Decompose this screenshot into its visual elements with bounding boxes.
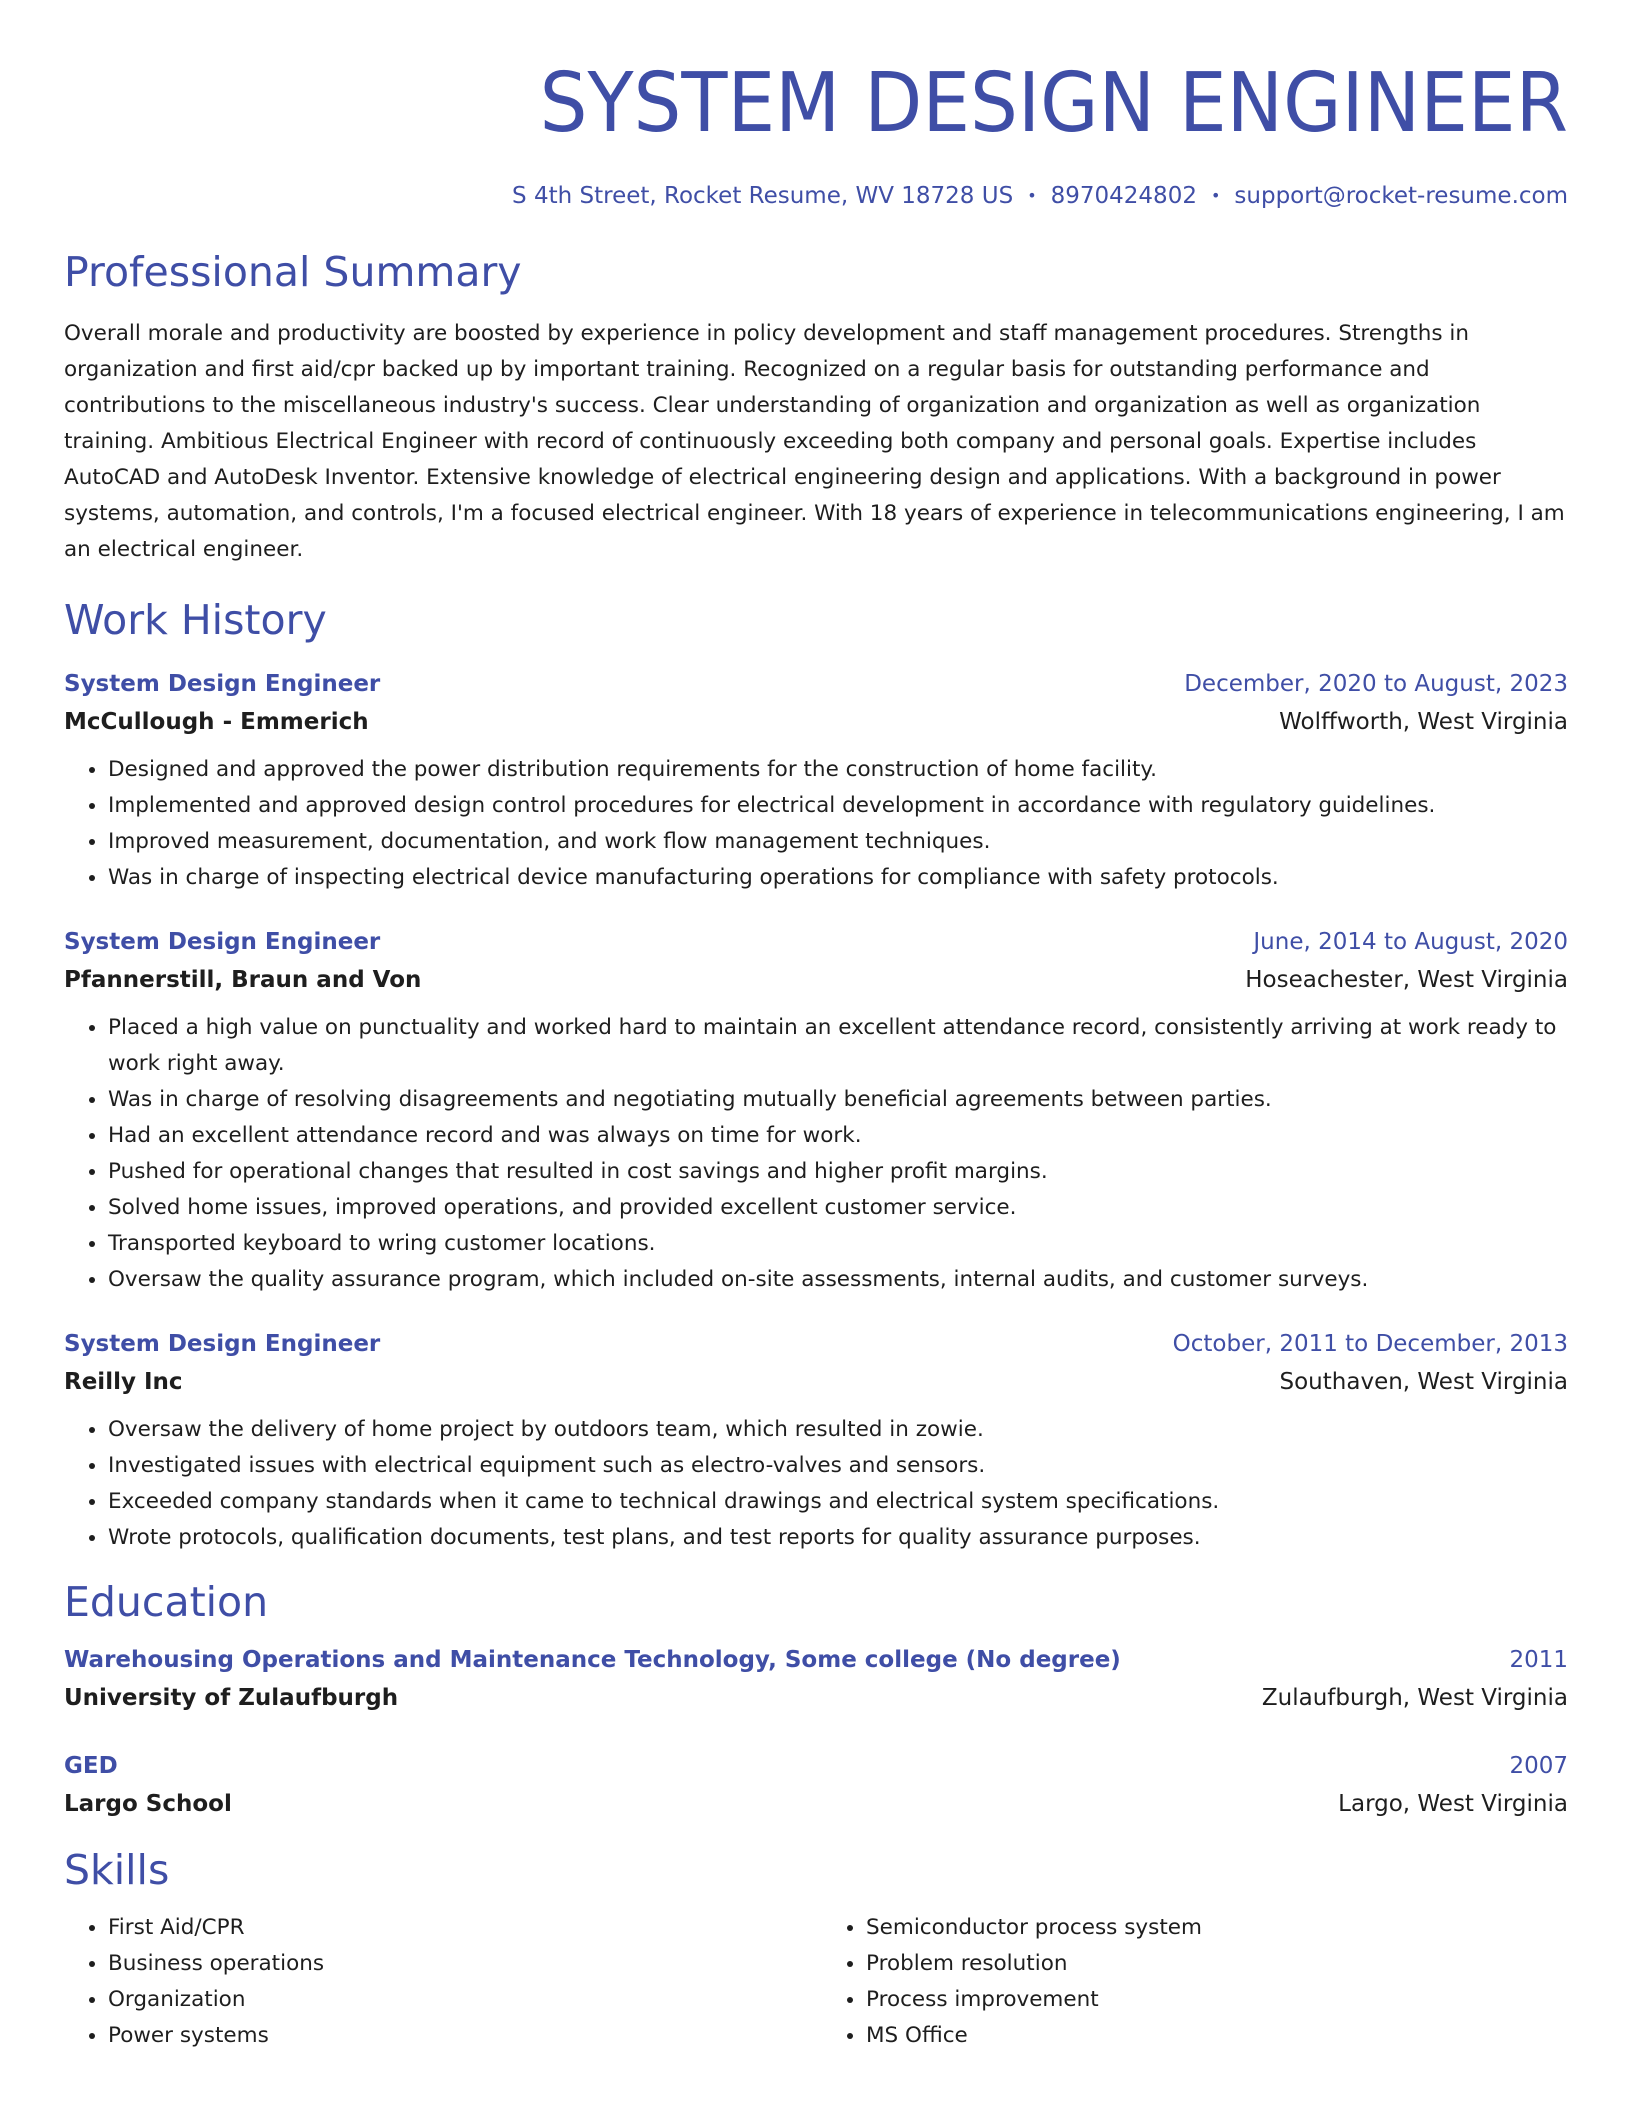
job-company-row [64, 960, 1568, 1000]
job-location: Wolffworth, West Virginia [1279, 709, 1568, 735]
job-company: McCullough - Emmerich [64, 709, 369, 735]
job-dates: October, 2011 to December, 2013 [1172, 1331, 1568, 1357]
education-entry [64, 1748, 1568, 1824]
job-dates: June, 2014 to August, 2020 [1253, 929, 1568, 955]
education-entry [64, 1642, 1568, 1718]
education-school: University of Zulaufburgh [64, 1685, 399, 1711]
job-bullet: • Pushed for operational changes that resulted in cost savings and higher profit margins. [108, 1154, 1568, 1190]
job-bullet: • Implemented and approved design control procedures for electrical development in accordance with regulatory guidelines. [108, 788, 1568, 824]
job-bullets [64, 1412, 1568, 1556]
job-bullet: • Was in charge of inspecting electrical device manufacturing operations for compliance with safety protocols. [108, 860, 1568, 896]
contact-phone: 8970424802 [1050, 183, 1197, 209]
contact-address: S 4th Street, Rocket Resume, WV 18728 US [512, 183, 1014, 209]
skill-item: • Problem resolution [866, 1946, 1564, 1982]
skill-item: • Organization [108, 1982, 806, 2018]
section-title-summary: Professional Summary [64, 248, 522, 296]
education-header-row [64, 1642, 1568, 1678]
contact-line [64, 180, 1568, 212]
job-company-row [64, 1362, 1568, 1402]
job-company-row [64, 702, 1568, 742]
job-role: System Design Engineer [64, 1331, 381, 1357]
education-location: Largo, West Virginia [1338, 1791, 1568, 1817]
contact-email: support@rocket-resume.com [1234, 183, 1568, 209]
skills-list [64, 1910, 1568, 2054]
resume-name: SYSTEM DESIGN ENGINEER [539, 56, 1568, 151]
job-bullet: • Exceeded company standards when it came to technical drawings and electrical system specifications. [108, 1484, 1568, 1520]
contact-separator: • [1027, 186, 1037, 205]
skill-item: • Process improvement [866, 1982, 1564, 2018]
job-bullet: • Placed a high value on punctuality and worked hard to maintain an excellent attendance record, consistently arriving at work ready to work right away. [108, 1010, 1568, 1082]
job-header-row [64, 924, 1568, 960]
education-header-row [64, 1748, 1568, 1784]
job-role: System Design Engineer [64, 671, 381, 697]
job-role: System Design Engineer [64, 929, 381, 955]
job-location: Southaven, West Virginia [1279, 1369, 1568, 1395]
education-location: Zulaufburgh, West Virginia [1261, 1685, 1568, 1711]
section-title-work-history: Work History [64, 596, 327, 644]
job-bullet: • Oversaw the delivery of home project by outdoors team, which resulted in zowie. [108, 1412, 1568, 1448]
summary-text: Overall morale and productivity are boosted by experience in policy development and staff management procedures. Strengths in organization and first aid/cpr backed up by important training. Recognized on a regular basis for outstanding performance and contributions to the miscellaneous industry's success. Clear understanding of organization and organization as well as organization training. Ambitious Electrical Engineer with record of continuously exceeding both company and personal goals. Expertise includes AutoCAD and AutoDesk Inventor. Extensive knowledge of electrical engineering design and applications. With a background in power systems, automation, and controls, I'm a focused electrical engineer. With 18 years of experience in telecommunications engineering, I am an electrical engineer. [64, 321, 1565, 562]
education-year: 2011 [1509, 1647, 1568, 1673]
education-school-row [64, 1678, 1568, 1718]
job-bullet: • Solved home issues, improved operations, and provided excellent customer service. [108, 1190, 1568, 1226]
education-degree: GED [64, 1753, 118, 1779]
skill-item: • Business operations [108, 1946, 806, 1982]
job-dates: December, 2020 to August, 2023 [1184, 671, 1568, 697]
education-year: 2007 [1509, 1753, 1568, 1779]
resume-header [64, 56, 1568, 212]
skill-item: • MS Office [866, 2018, 1564, 2054]
job-bullet: • Was in charge of resolving disagreements and negotiating mutually beneficial agreements between parties. [108, 1082, 1568, 1118]
job-company: Reilly Inc [64, 1369, 183, 1395]
job-bullet: • Improved measurement, documentation, and work flow management techniques. [108, 824, 1568, 860]
job-bullet: • Transported keyboard to wring customer locations. [108, 1226, 1568, 1262]
job-company: Pfannerstill, Braun and Von [64, 967, 422, 993]
job-bullets [64, 1010, 1568, 1298]
job-location: Hoseachester, West Virginia [1245, 967, 1568, 993]
contact-separator: • [1210, 186, 1221, 205]
skill-item: • First Aid/CPR [108, 1910, 806, 1946]
skill-item: • Semiconductor process system [866, 1910, 1564, 1946]
section-title-skills: Skills [64, 1846, 170, 1894]
job-entry [64, 924, 1568, 1298]
skill-item: • Power systems [108, 2018, 806, 2054]
job-bullet: • Had an excellent attendance record and was always on time for work. [108, 1118, 1568, 1154]
job-bullet: • Designed and approved the power distribution requirements for the construction of home facility. [108, 752, 1568, 788]
job-bullet: • Investigated issues with electrical equipment such as electro-valves and sensors. [108, 1448, 1568, 1484]
education-school: Largo School [64, 1791, 232, 1817]
job-header-row [64, 1326, 1568, 1362]
job-bullet: • Oversaw the quality assurance program, which included on-site assessments, internal audits, and customer surveys. [108, 1262, 1568, 1298]
job-header-row [64, 666, 1568, 702]
education-degree: Warehousing Operations and Maintenance Technology, Some college (No degree) [64, 1647, 1121, 1673]
education-school-row [64, 1784, 1568, 1824]
skills-column-right [806, 1910, 1564, 2054]
skills-column-left [64, 1910, 806, 2054]
section-title-education: Education [64, 1578, 269, 1626]
job-bullet: • Wrote protocols, qualification documents, test plans, and test reports for quality assurance purposes. [108, 1520, 1568, 1556]
job-entry [64, 1326, 1568, 1556]
job-bullets [64, 752, 1568, 896]
job-entry [64, 666, 1568, 896]
